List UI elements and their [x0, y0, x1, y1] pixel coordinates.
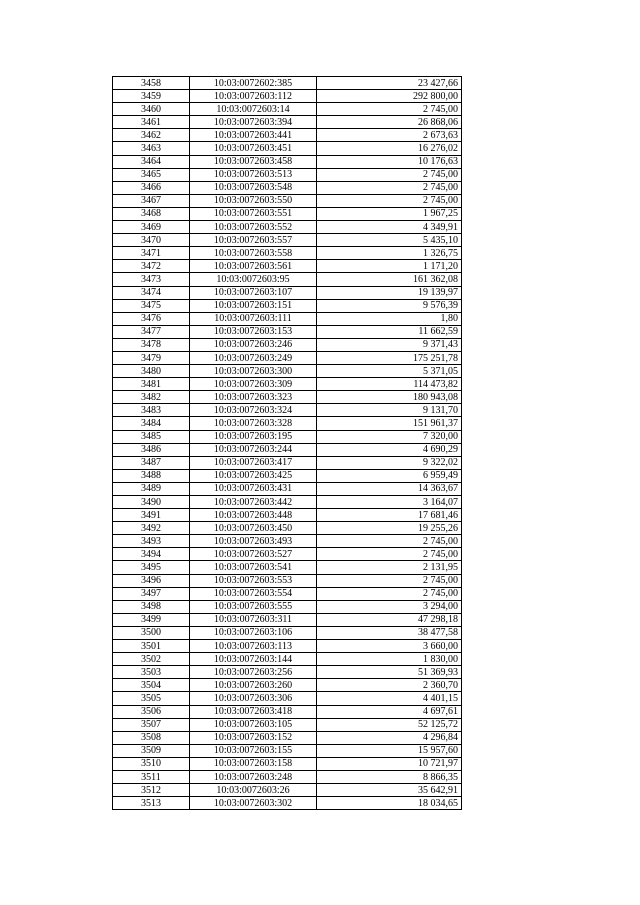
table-row — [113, 718, 462, 731]
amount-cell: 23 427,66 — [317, 77, 462, 90]
cadastral-number-cell: 10:03:0072603:244 — [190, 443, 317, 456]
table-row — [113, 378, 462, 391]
row-number-cell: 3475 — [113, 299, 190, 312]
row-number-cell: 3506 — [113, 705, 190, 718]
cadastral-number-cell: 10:03:0072603:306 — [190, 692, 317, 705]
cadastral-number-cell: 10:03:0072603:328 — [190, 417, 317, 430]
amount-cell: 1 171,20 — [317, 260, 462, 273]
amount-cell: 9 371,43 — [317, 338, 462, 351]
row-number-cell: 3468 — [113, 207, 190, 220]
amount-cell: 38 477,58 — [317, 626, 462, 639]
row-number-cell: 3491 — [113, 509, 190, 522]
row-number-cell: 3474 — [113, 286, 190, 299]
cadastral-number-cell: 10:03:0072603:302 — [190, 797, 317, 810]
amount-cell: 151 961,37 — [317, 417, 462, 430]
cadastral-number-cell: 10:03:0072603:309 — [190, 378, 317, 391]
cadastral-number-cell: 10:03:0072603:458 — [190, 155, 317, 168]
amount-cell: 9 131,70 — [317, 404, 462, 417]
amount-cell: 18 034,65 — [317, 797, 462, 810]
table-row — [113, 90, 462, 103]
table-row — [113, 168, 462, 181]
amount-cell: 161 362,08 — [317, 273, 462, 286]
table-row — [113, 194, 462, 207]
amount-cell: 180 943,08 — [317, 391, 462, 404]
row-number-cell: 3502 — [113, 653, 190, 666]
table-row — [113, 469, 462, 482]
amount-cell: 52 125,72 — [317, 718, 462, 731]
row-number-cell: 3497 — [113, 587, 190, 600]
cadastral-number-cell: 10:03:0072603:95 — [190, 273, 317, 286]
table-row — [113, 221, 462, 234]
cadastral-number-cell: 10:03:0072603:561 — [190, 260, 317, 273]
row-number-cell: 3493 — [113, 535, 190, 548]
row-number-cell: 3462 — [113, 129, 190, 142]
cadastral-number-cell: 10:03:0072603:450 — [190, 522, 317, 535]
table-row — [113, 522, 462, 535]
cadastral-number-cell: 10:03:0072603:557 — [190, 234, 317, 247]
row-number-cell: 3463 — [113, 142, 190, 155]
amount-cell: 4 690,29 — [317, 443, 462, 456]
row-number-cell: 3495 — [113, 561, 190, 574]
row-number-cell: 3477 — [113, 325, 190, 338]
amount-cell: 1 326,75 — [317, 247, 462, 260]
amount-cell: 3 294,00 — [317, 600, 462, 613]
amount-cell: 2 745,00 — [317, 181, 462, 194]
amount-cell: 4 401,15 — [317, 692, 462, 705]
row-number-cell: 3512 — [113, 784, 190, 797]
table-row — [113, 561, 462, 574]
row-number-cell: 3499 — [113, 613, 190, 626]
row-number-cell: 3469 — [113, 221, 190, 234]
cadastral-number-cell: 10:03:0072603:554 — [190, 587, 317, 600]
cadastral-number-cell: 10:03:0072603:112 — [190, 90, 317, 103]
table-row — [113, 705, 462, 718]
amount-cell: 2 673,63 — [317, 129, 462, 142]
row-number-cell: 3466 — [113, 181, 190, 194]
table-row — [113, 653, 462, 666]
cadastral-number-cell: 10:03:0072603:541 — [190, 561, 317, 574]
table-row — [113, 430, 462, 443]
table-row — [113, 338, 462, 351]
row-number-cell: 3487 — [113, 456, 190, 469]
amount-cell: 10 721,97 — [317, 757, 462, 770]
table-row — [113, 456, 462, 469]
row-number-cell: 3490 — [113, 496, 190, 509]
cadastral-number-cell: 10:03:0072603:555 — [190, 600, 317, 613]
table-row — [113, 77, 462, 90]
table-row — [113, 679, 462, 692]
amount-cell: 4 349,91 — [317, 221, 462, 234]
table-row — [113, 207, 462, 220]
row-number-cell: 3510 — [113, 757, 190, 770]
amount-cell: 7 320,00 — [317, 430, 462, 443]
row-number-cell: 3459 — [113, 90, 190, 103]
cadastral-number-cell: 10:03:0072603:550 — [190, 194, 317, 207]
table-row — [113, 731, 462, 744]
table-row — [113, 103, 462, 116]
table-row — [113, 286, 462, 299]
amount-cell: 6 959,49 — [317, 469, 462, 482]
cadastral-number-cell: 10:03:0072603:548 — [190, 181, 317, 194]
amount-cell: 2 745,00 — [317, 535, 462, 548]
cadastral-number-cell: 10:03:0072603:158 — [190, 757, 317, 770]
data-table — [112, 76, 462, 810]
table-row — [113, 325, 462, 338]
amount-cell: 19 139,97 — [317, 286, 462, 299]
table-body — [113, 77, 462, 810]
table-row — [113, 744, 462, 757]
amount-cell: 2 745,00 — [317, 548, 462, 561]
amount-cell: 19 255,26 — [317, 522, 462, 535]
table-row — [113, 155, 462, 168]
row-number-cell: 3467 — [113, 194, 190, 207]
row-number-cell: 3505 — [113, 692, 190, 705]
row-number-cell: 3476 — [113, 312, 190, 325]
cadastral-number-cell: 10:03:0072603:113 — [190, 640, 317, 653]
cadastral-number-cell: 10:03:0072603:324 — [190, 404, 317, 417]
row-number-cell: 3508 — [113, 731, 190, 744]
table-row — [113, 417, 462, 430]
cadastral-number-cell: 10:03:0072602:385 — [190, 77, 317, 90]
row-number-cell: 3479 — [113, 351, 190, 364]
amount-cell: 3 660,00 — [317, 640, 462, 653]
amount-cell: 17 681,46 — [317, 509, 462, 522]
table-row — [113, 757, 462, 770]
cadastral-number-cell: 10:03:0072603:425 — [190, 469, 317, 482]
amount-cell: 4 296,84 — [317, 731, 462, 744]
row-number-cell: 3492 — [113, 522, 190, 535]
table-row — [113, 365, 462, 378]
table-row — [113, 509, 462, 522]
cadastral-number-cell: 10:03:0072603:551 — [190, 207, 317, 220]
cadastral-number-cell: 10:03:0072603:26 — [190, 784, 317, 797]
amount-cell: 2 745,00 — [317, 587, 462, 600]
amount-cell: 2 745,00 — [317, 194, 462, 207]
row-number-cell: 3500 — [113, 626, 190, 639]
cadastral-number-cell: 10:03:0072603:417 — [190, 456, 317, 469]
amount-cell: 8 866,35 — [317, 770, 462, 783]
row-number-cell: 3470 — [113, 234, 190, 247]
table-row — [113, 247, 462, 260]
row-number-cell: 3511 — [113, 770, 190, 783]
cadastral-number-cell: 10:03:0072603:311 — [190, 613, 317, 626]
cadastral-number-cell: 10:03:0072603:105 — [190, 718, 317, 731]
table-row — [113, 770, 462, 783]
cadastral-number-cell: 10:03:0072603:394 — [190, 116, 317, 129]
row-number-cell: 3458 — [113, 77, 190, 90]
amount-cell: 1 967,25 — [317, 207, 462, 220]
cadastral-number-cell: 10:03:0072603:300 — [190, 365, 317, 378]
amount-cell: 292 800,00 — [317, 90, 462, 103]
cadastral-number-cell: 10:03:0072603:195 — [190, 430, 317, 443]
table-row — [113, 613, 462, 626]
amount-cell: 35 642,91 — [317, 784, 462, 797]
row-number-cell: 3494 — [113, 548, 190, 561]
table-row — [113, 574, 462, 587]
table-row — [113, 312, 462, 325]
cadastral-number-cell: 10:03:0072603:323 — [190, 391, 317, 404]
cadastral-number-cell: 10:03:0072603:153 — [190, 325, 317, 338]
table-row — [113, 626, 462, 639]
table-row — [113, 496, 462, 509]
row-number-cell: 3486 — [113, 443, 190, 456]
amount-cell: 175 251,78 — [317, 351, 462, 364]
table-row — [113, 234, 462, 247]
cadastral-number-cell: 10:03:0072603:152 — [190, 731, 317, 744]
row-number-cell: 3496 — [113, 574, 190, 587]
table-row — [113, 797, 462, 810]
row-number-cell: 3480 — [113, 365, 190, 378]
amount-cell: 2 745,00 — [317, 103, 462, 116]
cadastral-number-cell: 10:03:0072603:431 — [190, 482, 317, 495]
amount-cell: 5 435,10 — [317, 234, 462, 247]
cadastral-number-cell: 10:03:0072603:448 — [190, 509, 317, 522]
amount-cell: 14 363,67 — [317, 482, 462, 495]
cadastral-number-cell: 10:03:0072603:553 — [190, 574, 317, 587]
table-row — [113, 692, 462, 705]
row-number-cell: 3509 — [113, 744, 190, 757]
amount-cell: 15 957,60 — [317, 744, 462, 757]
row-number-cell: 3482 — [113, 391, 190, 404]
row-number-cell: 3461 — [113, 116, 190, 129]
table-row — [113, 391, 462, 404]
table-row — [113, 535, 462, 548]
row-number-cell: 3507 — [113, 718, 190, 731]
row-number-cell: 3472 — [113, 260, 190, 273]
cadastral-number-cell: 10:03:0072603:451 — [190, 142, 317, 155]
row-number-cell: 3460 — [113, 103, 190, 116]
cadastral-number-cell: 10:03:0072603:493 — [190, 535, 317, 548]
table-row — [113, 273, 462, 286]
cadastral-number-cell: 10:03:0072603:558 — [190, 247, 317, 260]
row-number-cell: 3513 — [113, 797, 190, 810]
table-row — [113, 666, 462, 679]
amount-cell: 47 298,18 — [317, 613, 462, 626]
table-row — [113, 351, 462, 364]
row-number-cell: 3473 — [113, 273, 190, 286]
amount-cell: 16 276,02 — [317, 142, 462, 155]
cadastral-number-cell: 10:03:0072603:441 — [190, 129, 317, 142]
cadastral-number-cell: 10:03:0072603:107 — [190, 286, 317, 299]
row-number-cell: 3485 — [113, 430, 190, 443]
amount-cell: 1,80 — [317, 312, 462, 325]
amount-cell: 10 176,63 — [317, 155, 462, 168]
row-number-cell: 3478 — [113, 338, 190, 351]
cadastral-number-cell: 10:03:0072603:144 — [190, 653, 317, 666]
cadastral-number-cell: 10:03:0072603:552 — [190, 221, 317, 234]
row-number-cell: 3484 — [113, 417, 190, 430]
cadastral-number-cell: 10:03:0072603:249 — [190, 351, 317, 364]
amount-cell: 11 662,59 — [317, 325, 462, 338]
cadastral-number-cell: 10:03:0072603:14 — [190, 103, 317, 116]
table-row — [113, 587, 462, 600]
amount-cell: 3 164,07 — [317, 496, 462, 509]
row-number-cell: 3498 — [113, 600, 190, 613]
cadastral-number-cell: 10:03:0072603:155 — [190, 744, 317, 757]
row-number-cell: 3483 — [113, 404, 190, 417]
row-number-cell: 3481 — [113, 378, 190, 391]
amount-cell: 5 371,05 — [317, 365, 462, 378]
cadastral-number-cell: 10:03:0072603:111 — [190, 312, 317, 325]
table-row — [113, 443, 462, 456]
amount-cell: 26 868,06 — [317, 116, 462, 129]
table-row — [113, 600, 462, 613]
cadastral-number-cell: 10:03:0072603:418 — [190, 705, 317, 718]
amount-cell: 2 745,00 — [317, 574, 462, 587]
table-row — [113, 548, 462, 561]
row-number-cell: 3464 — [113, 155, 190, 168]
table-row — [113, 116, 462, 129]
table-row — [113, 181, 462, 194]
table-row — [113, 129, 462, 142]
cadastral-number-cell: 10:03:0072603:442 — [190, 496, 317, 509]
cadastral-number-cell: 10:03:0072603:248 — [190, 770, 317, 783]
cadastral-number-cell: 10:03:0072603:151 — [190, 299, 317, 312]
amount-cell: 1 830,00 — [317, 653, 462, 666]
amount-cell: 9 322,02 — [317, 456, 462, 469]
amount-cell: 4 697,61 — [317, 705, 462, 718]
cadastral-number-cell: 10:03:0072603:106 — [190, 626, 317, 639]
amount-cell: 51 369,93 — [317, 666, 462, 679]
row-number-cell: 3489 — [113, 482, 190, 495]
table-row — [113, 142, 462, 155]
row-number-cell: 3501 — [113, 640, 190, 653]
cadastral-number-cell: 10:03:0072603:513 — [190, 168, 317, 181]
amount-cell: 114 473,82 — [317, 378, 462, 391]
table-row — [113, 482, 462, 495]
table-row — [113, 784, 462, 797]
table-row — [113, 299, 462, 312]
cadastral-number-cell: 10:03:0072603:246 — [190, 338, 317, 351]
amount-cell: 2 745,00 — [317, 168, 462, 181]
amount-cell: 2 131,95 — [317, 561, 462, 574]
row-number-cell: 3488 — [113, 469, 190, 482]
row-number-cell: 3503 — [113, 666, 190, 679]
amount-cell: 2 360,70 — [317, 679, 462, 692]
table-row — [113, 640, 462, 653]
row-number-cell: 3465 — [113, 168, 190, 181]
amount-cell: 9 576,39 — [317, 299, 462, 312]
table-row — [113, 260, 462, 273]
row-number-cell: 3471 — [113, 247, 190, 260]
row-number-cell: 3504 — [113, 679, 190, 692]
cadastral-number-cell: 10:03:0072603:260 — [190, 679, 317, 692]
table-row — [113, 404, 462, 417]
cadastral-number-cell: 10:03:0072603:527 — [190, 548, 317, 561]
cadastral-number-cell: 10:03:0072603:256 — [190, 666, 317, 679]
